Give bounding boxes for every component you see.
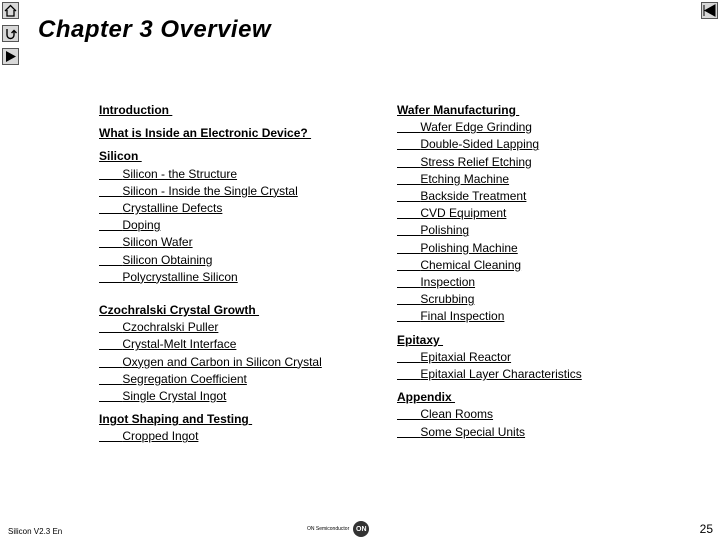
- toc-subsection-link[interactable]: Chemical Cleaning: [420, 257, 522, 272]
- toc-subsection-link[interactable]: Doping: [122, 218, 161, 233]
- toc-subsection-link[interactable]: Crystalline Defects: [122, 201, 223, 216]
- toc-subsection-link[interactable]: Epitaxial Layer Characteristics: [420, 367, 582, 382]
- toc-subsection-link[interactable]: Segregation Coefficient: [122, 371, 247, 386]
- page-title: Chapter 3 Overview: [38, 16, 272, 43]
- toc-subsection-link[interactable]: Final Inspection: [420, 309, 505, 324]
- toc-subsection-link[interactable]: Inspection: [420, 275, 476, 290]
- on-semiconductor-logo: [307, 521, 369, 537]
- on-logo-icon: ON: [353, 521, 369, 537]
- toc-subsection-link[interactable]: Scrubbing: [420, 292, 475, 307]
- toc-subsection-link[interactable]: CVD Equipment: [420, 206, 507, 221]
- toc-subsection-link[interactable]: Silicon Wafer: [122, 235, 193, 250]
- toc-section-link[interactable]: Czochralski Crystal Growth: [99, 303, 260, 318]
- spacer: [99, 286, 322, 302]
- toc-section-link[interactable]: Epitaxy: [397, 332, 444, 347]
- toc-subsection-link[interactable]: Czochralski Puller: [122, 320, 219, 335]
- toc-section-link[interactable]: Silicon: [99, 149, 142, 164]
- toc-section-link[interactable]: What is Inside an Electronic Device?: [99, 126, 312, 141]
- toc-subsection-link[interactable]: Epitaxial Reactor: [420, 349, 512, 364]
- toc-section-link[interactable]: Ingot Shaping and Testing: [99, 412, 253, 427]
- toc-subsection-link[interactable]: Polishing: [420, 223, 470, 238]
- toc-subsection-link[interactable]: Clean Rooms: [420, 407, 494, 422]
- return-icon[interactable]: [2, 25, 19, 42]
- toc-subsection-link[interactable]: Stress Relief Etching: [420, 154, 532, 169]
- toc-subsection-link[interactable]: Silicon - Inside the Single Crystal: [122, 183, 298, 198]
- toc-subsection-link[interactable]: Crystal-Melt Interface: [122, 337, 237, 352]
- toc-subsection-link[interactable]: Double-Sided Lapping: [420, 137, 540, 152]
- toc-subsection-link[interactable]: Silicon Obtaining: [122, 252, 213, 267]
- toc-subsection-link[interactable]: Backside Treatment: [420, 189, 527, 204]
- logo-text: ON Semiconductor: [307, 526, 350, 532]
- toc-subsection-link[interactable]: Some Special Units: [420, 424, 526, 439]
- toc-subsection-link[interactable]: Wafer Edge Grinding: [420, 120, 532, 135]
- toc-subsection-link[interactable]: Single Crystal Ingot: [122, 389, 227, 404]
- toc-subsection-link[interactable]: Cropped Ingot: [122, 429, 199, 444]
- toc-left-column: [99, 102, 322, 446]
- toc-right-column: [397, 102, 582, 441]
- toc-subsection-link[interactable]: Polycrystalline Silicon: [122, 269, 238, 284]
- toc-subsection-link[interactable]: Silicon - the Structure: [122, 166, 238, 181]
- toc-subsection-link[interactable]: Etching Machine: [420, 171, 510, 186]
- toc-section-link[interactable]: Appendix: [397, 390, 456, 405]
- home-icon[interactable]: [2, 2, 19, 19]
- toc-subsection-link[interactable]: Polishing Machine: [420, 240, 518, 255]
- toc-section-link[interactable]: Wafer Manufacturing: [397, 103, 520, 117]
- footer-version: Silicon V2.3 En: [8, 527, 63, 536]
- forward-icon[interactable]: [2, 48, 19, 65]
- toc-subsection-link[interactable]: Oxygen and Carbon in Silicon Crystal: [122, 354, 322, 369]
- back-icon[interactable]: [701, 2, 718, 19]
- toc-section-link[interactable]: Introduction: [99, 103, 173, 117]
- page-number: 25: [699, 522, 713, 536]
